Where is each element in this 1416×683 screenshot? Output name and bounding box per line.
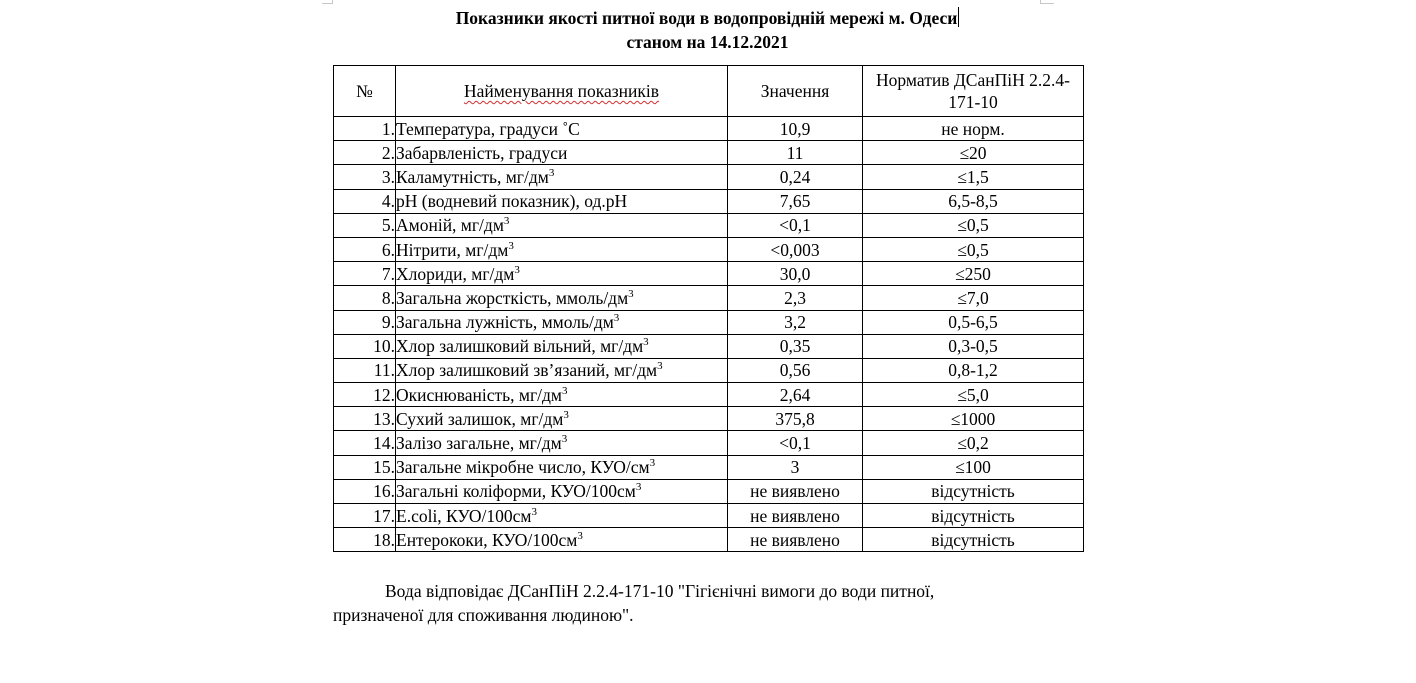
indicator-name-text: Окиснюваність, мг/дм — [396, 384, 562, 405]
indicator-name-text: Нітрити, мг/дм — [396, 239, 509, 260]
crop-mark-top-left — [322, 3, 332, 4]
table-row — [334, 407, 1084, 431]
unit-superscript: 3 — [649, 457, 656, 470]
indicator-name-text: Залізо загальне, мг/дм — [396, 433, 562, 454]
crop-mark-top-right-vertical — [1040, 0, 1041, 4]
indicator-name-text: Хлор залишковий вільний, мг/дм — [396, 336, 644, 357]
indicator-name-text: Загальні коліформи, КУО/100см — [396, 481, 636, 502]
indicator-name-text: Температура, градуси ˚С — [396, 118, 580, 139]
indicator-norm: 0,3-0,5 — [863, 334, 1084, 358]
indicator-name — [396, 117, 728, 141]
indicator-value: 3,2 — [728, 310, 863, 334]
indicator-value: 0,24 — [728, 165, 863, 189]
unit-superscript: 3 — [514, 263, 520, 276]
unit-superscript: 3 — [563, 408, 569, 421]
row-number: 3. — [334, 165, 396, 189]
indicator-value: не виявлено — [728, 479, 863, 503]
indicator-norm: відсутність — [863, 528, 1084, 552]
row-number: 5. — [334, 213, 396, 237]
table-row — [334, 455, 1084, 479]
header-number: № — [334, 66, 396, 117]
indicator-value: <0,1 — [728, 431, 863, 455]
indicator-value: 10,9 — [728, 117, 863, 141]
unit-superscript: 3 — [613, 312, 620, 325]
indicator-value: 0,56 — [728, 358, 863, 382]
indicator-name — [396, 407, 728, 431]
row-number: 6. — [334, 237, 396, 261]
indicator-name-text: E.coli, КУО/100см — [396, 505, 532, 526]
row-number: 2. — [334, 141, 396, 165]
indicator-name — [396, 358, 728, 382]
indicator-name — [396, 383, 728, 407]
table-row — [334, 310, 1084, 334]
text-cursor — [958, 7, 959, 27]
indicator-norm: 6,5-8,5 — [863, 189, 1084, 213]
header-indicator-name — [396, 66, 728, 117]
title-line-1 — [340, 6, 1075, 30]
table-row — [334, 479, 1084, 503]
unit-superscript: 3 — [577, 529, 583, 542]
indicator-value: 2,3 — [728, 286, 863, 310]
table-row — [334, 165, 1084, 189]
row-number: 9. — [334, 310, 396, 334]
row-number: 11. — [334, 358, 396, 382]
indicator-name-text: Ентерококи, КУО/100см — [396, 529, 578, 550]
indicator-value: 7,65 — [728, 189, 863, 213]
indicator-name — [396, 141, 728, 165]
indicator-name — [396, 237, 728, 261]
indicator-name — [396, 189, 728, 213]
unit-superscript: 3 — [657, 360, 663, 373]
indicator-norm: ≤7,0 — [863, 286, 1084, 310]
row-number: 15. — [334, 455, 396, 479]
indicator-name — [396, 431, 728, 455]
indicator-norm: ≤1000 — [863, 407, 1084, 431]
unit-superscript: 3 — [635, 481, 642, 494]
indicator-name — [396, 455, 728, 479]
indicator-name — [396, 165, 728, 189]
table-body — [334, 117, 1084, 552]
indicator-value: 0,35 — [728, 334, 863, 358]
table-row — [334, 358, 1084, 382]
header-value: Значення — [728, 66, 863, 117]
indicator-name — [396, 504, 728, 528]
indicator-norm: ≤20 — [863, 141, 1084, 165]
row-number: 8. — [334, 286, 396, 310]
indicator-name-text: Загальна лужність, ммоль/дм — [396, 312, 614, 333]
indicator-value: 2,64 — [728, 383, 863, 407]
title-line-2: станом на 14.12.2021 — [626, 32, 789, 52]
indicator-norm: ≤0,5 — [863, 237, 1084, 261]
indicator-name-text: рН (водневий показник), од.рН — [396, 191, 628, 212]
indicator-norm: 0,5-6,5 — [863, 310, 1084, 334]
table-row — [334, 117, 1084, 141]
indicator-norm: ≤100 — [863, 455, 1084, 479]
indicator-norm: ≤0,5 — [863, 213, 1084, 237]
indicator-norm: ≤1,5 — [863, 165, 1084, 189]
table-header-row — [334, 66, 1084, 117]
unit-superscript: 3 — [531, 505, 537, 518]
table-row — [334, 383, 1084, 407]
indicator-norm: ≤250 — [863, 262, 1084, 286]
indicator-name — [396, 310, 728, 334]
crop-mark-top-left-vertical — [332, 0, 333, 4]
indicator-name — [396, 286, 728, 310]
row-number: 14. — [334, 431, 396, 455]
indicator-norm: ≤5,0 — [863, 383, 1084, 407]
table-row — [334, 141, 1084, 165]
indicator-name-text: Каламутність, мг/дм — [396, 166, 549, 187]
table-row — [334, 504, 1084, 528]
table-row — [334, 189, 1084, 213]
indicator-value: 375,8 — [728, 407, 863, 431]
crop-mark-top-right — [1040, 3, 1054, 4]
indicator-value: 11 — [728, 141, 863, 165]
indicator-name — [396, 528, 728, 552]
indicator-name-text: Сухий залишок, мг/дм — [396, 408, 564, 429]
indicator-name-text: Загальне мікробне число, КУО/см — [396, 457, 650, 478]
header-indicator-name-text: Найменування показників — [463, 81, 660, 101]
table-row — [334, 213, 1084, 237]
row-number: 7. — [334, 262, 396, 286]
unit-superscript: 3 — [643, 336, 649, 349]
unit-superscript: 3 — [508, 239, 514, 252]
table-row — [334, 286, 1084, 310]
conclusion-paragraph — [333, 579, 1073, 627]
indicator-name-text: Амоній, мг/дм — [396, 215, 504, 236]
table-row — [334, 262, 1084, 286]
water-quality-table — [333, 65, 1084, 552]
indicator-norm: 0,8-1,2 — [863, 358, 1084, 382]
indicator-value: <0,003 — [728, 237, 863, 261]
indicator-value: 3 — [728, 455, 863, 479]
unit-superscript: 3 — [503, 215, 510, 228]
title-line-1-text: Показники якості питної води в водопровідній мережі м. Одеси — [455, 8, 958, 28]
table-row — [334, 237, 1084, 261]
indicator-value: не виявлено — [728, 504, 863, 528]
conclusion-line-2: призначеної для споживання людиною". — [333, 605, 634, 625]
row-number: 17. — [334, 504, 396, 528]
indicator-name-text: Хлор залишковий зв’язаний, мг/дм — [396, 360, 658, 381]
row-number: 16. — [334, 479, 396, 503]
unit-superscript: 3 — [561, 433, 568, 446]
indicator-value: <0,1 — [728, 213, 863, 237]
indicator-norm: ≤0,2 — [863, 431, 1084, 455]
header-norm: Норматив ДСанПіН 2.2.4-171-10 — [863, 66, 1084, 117]
indicator-name-text: Загальна жорсткість, ммоль/дм — [396, 287, 629, 308]
indicator-name-text: Забарвленість, градуси — [396, 142, 568, 163]
conclusion-line-1: Вода відповідає ДСанПіН 2.2.4-171-10 "Гігієнічні вимоги до води питної, — [385, 581, 935, 601]
row-number: 18. — [334, 528, 396, 552]
indicator-value: 30,0 — [728, 262, 863, 286]
row-number: 10. — [334, 334, 396, 358]
indicator-name — [396, 213, 728, 237]
table-row — [334, 431, 1084, 455]
table-row — [334, 528, 1084, 552]
indicator-value: не виявлено — [728, 528, 863, 552]
indicator-name — [396, 262, 728, 286]
indicator-name — [396, 334, 728, 358]
indicator-name — [396, 479, 728, 503]
row-number: 13. — [334, 407, 396, 431]
indicator-norm: відсутність — [863, 504, 1084, 528]
unit-superscript: 3 — [548, 166, 555, 179]
unit-superscript: 3 — [628, 287, 634, 300]
indicator-name-text: Хлориди, мг/дм — [396, 263, 515, 284]
document-title[interactable] — [340, 6, 1075, 54]
indicator-norm: відсутність — [863, 479, 1084, 503]
row-number: 1. — [334, 117, 396, 141]
unit-superscript: 3 — [561, 384, 568, 397]
indicator-norm: не норм. — [863, 117, 1084, 141]
table-row — [334, 334, 1084, 358]
row-number: 12. — [334, 383, 396, 407]
row-number: 4. — [334, 189, 396, 213]
